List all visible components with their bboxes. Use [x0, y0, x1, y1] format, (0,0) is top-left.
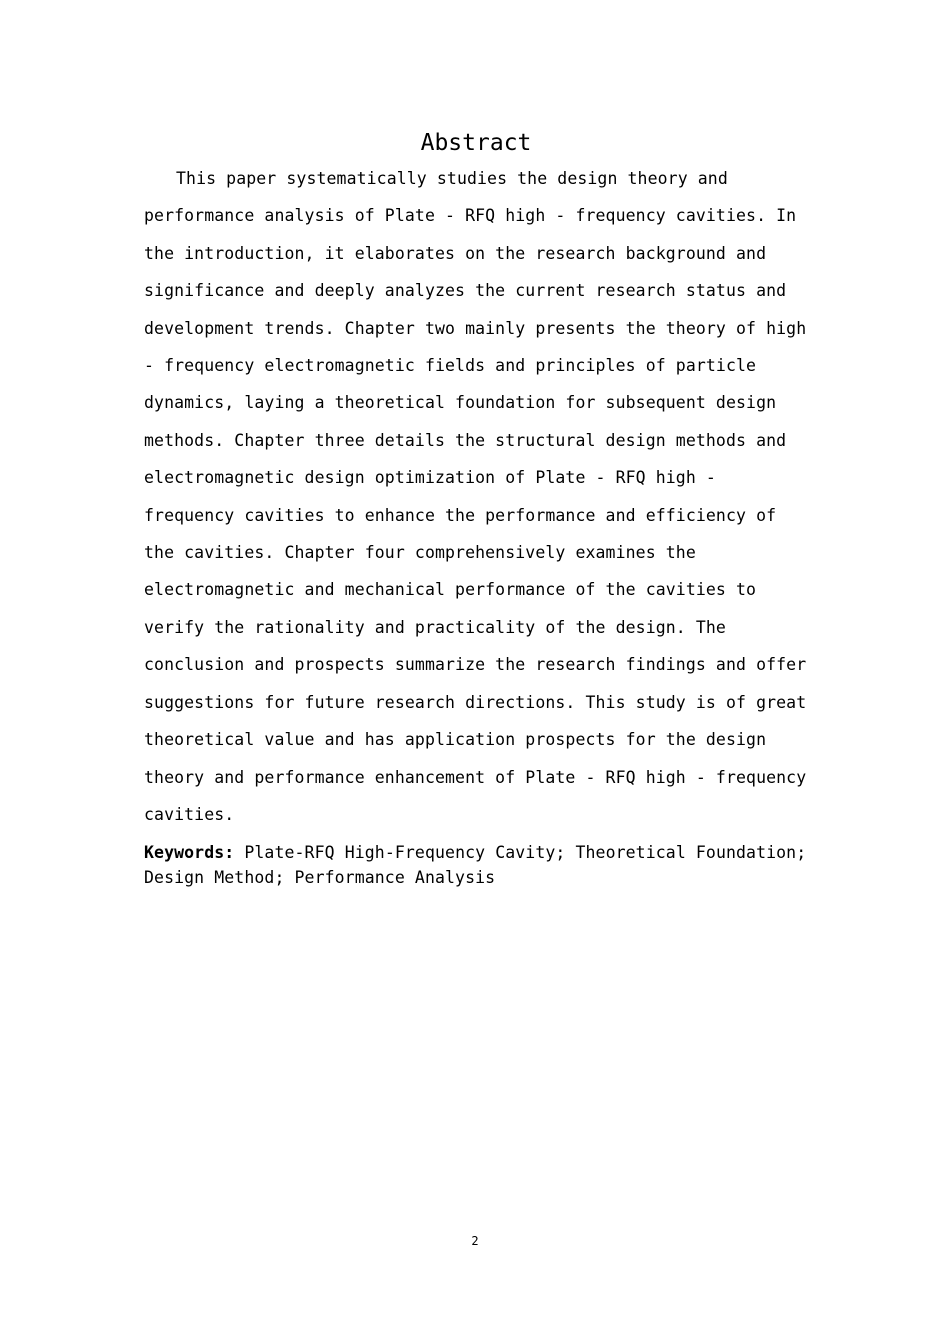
keywords-line — [144, 840, 808, 890]
keywords-label: Keywords: — [144, 843, 235, 863]
abstract-section — [144, 126, 808, 890]
keywords-text: Plate-RFQ High-Frequency Cavity; Theoretical Foundation; Design Method; Performance Analysis — [144, 843, 807, 888]
page-number: 2 — [471, 1234, 479, 1248]
abstract-paragraph: This paper systematically studies the design theory and performance analysis of Plate - RFQ high - frequency cavities. In the introduction, it elaborates on the research background and significance and deeply analyzes the current research status and development trends. Chapter two mainly presents the theory of high - frequency electromagnetic fields and principles of particle dynamics, laying a theoretical foundation for subsequent design methods. Chapter three details the structural design methods and electromagnetic design optimization of Plate - RFQ high - frequency cavities to enhance the performance and efficiency of the cavities. Chapter four comprehensively examines the electromagnetic and mechanical performance of the cavities to verify the rationality and practicality of the design. The conclusion and prospects summarize the research findings and offer suggestions for future research directions. This study is of great theoretical value and has application prospects for the design theory and performance enhancement of Plate - RFQ high - frequency cavities. — [144, 169, 807, 824]
abstract-title: Abstract — [420, 130, 532, 156]
